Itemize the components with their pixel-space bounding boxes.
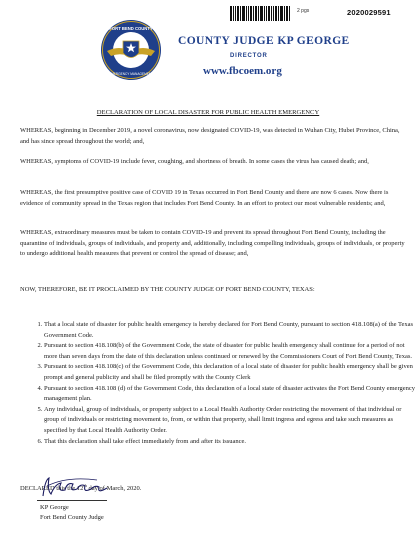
page-count: 2 pgs bbox=[297, 8, 310, 14]
signer-name: KP George bbox=[40, 504, 69, 511]
declaration-items-list bbox=[32, 320, 416, 447]
barcode-image bbox=[230, 6, 290, 21]
signature-line bbox=[37, 500, 107, 501]
list-item: 5. Any individual, group of individuals, or property subject to a Local Health Authority Order restricting the movement of that individual or group of individuals or restricting movement to, from, or within that property, shall limit ingress and egress and take such measures as specified by that Local Health Authority Order. bbox=[44, 405, 416, 437]
svg-text:FORT BEND COUNTY: FORT BEND COUNTY bbox=[109, 26, 153, 31]
signature-image bbox=[37, 474, 117, 500]
signer-block bbox=[40, 503, 104, 522]
header-website-link[interactable]: www.fbcoem.org bbox=[203, 65, 282, 77]
list-item: 3. Pursuant to section 418.108(c) of the Government Code, this declaration of a local state of disaster for public health emergency shall be given prompt and general publicity and shall be filed promptly with the County Clerk bbox=[44, 362, 416, 383]
header-title: COUNTY JUDGE KP GEORGE bbox=[178, 35, 350, 47]
list-item: 4. Pursuant to section 418.108 (d) of the Government Code, this declaration of a local state of disaster activates the Fort Bend County emergency management plan. bbox=[44, 384, 416, 405]
header-subtitle: DIRECTOR bbox=[230, 53, 268, 59]
declared-date: DECLARED this the 12th day of March, 2020. bbox=[20, 483, 142, 493]
proclamation-heading: NOW, THEREFORE, BE IT PROCLAIMED BY THE COUNTY JUDGE OF FORT BEND COUNTY, TEXAS: bbox=[20, 286, 315, 293]
list-item: 2. Pursuant to section 418.108(b) of the Government Code, the state of disaster for public health emergency shall continue for a period of not more than seven days from the date of this declaration unless continued or renewed by the Commissioners Court of Fort Bend County, Texas. bbox=[44, 341, 416, 362]
document-number: 2020029591 bbox=[347, 8, 391, 17]
whereas-paragraph-2: WHEREAS, symptoms of COVID-19 include fever, coughing, and shortness of breath. In some cases the virus has caused death; and, bbox=[20, 158, 369, 165]
whereas-paragraph-4: WHEREAS, extraordinary measures must be taken to contain COVID-19 and prevent its spread throughout Fort Bend County, including the quarantine of individuals, groups of individuals, and property and, additionally, including compelling individuals, groups of individuals, or property to undergo additional health measures that prevent or control the spread of disease; and, bbox=[20, 229, 405, 258]
list-item: 1. That a local state of disaster for public health emergency is hereby declared for Fort Bend County, pursuant to section 418.108(a) of the Texas Government Code. bbox=[44, 320, 416, 341]
county-seal-logo bbox=[99, 18, 163, 82]
whereas-paragraph-3: WHEREAS, the first presumptive positive case of COVID 19 in Texas occurred in Fort Bend County and there are now 6 cases. Now there is evidence of community spread in the Texas region that includes Fort Bend County. In an effort to protect our most vulnerable residents; and, bbox=[20, 189, 389, 207]
signer-title: Fort Bend County Judge bbox=[40, 513, 104, 521]
svg-text:EMERGENCY MANAGEMENT: EMERGENCY MANAGEMENT bbox=[108, 72, 154, 76]
whereas-paragraph-1: WHEREAS, beginning in December 2019, a novel coronavirus, now designated COVID-19, was detected in Wuhan City, Hubei Province, China, and has since spread throughout the world; and, bbox=[20, 127, 400, 145]
list-item: 6. That this declaration shall take effect immediately from and after its issuance. bbox=[44, 437, 416, 448]
document-title: DECLARATION OF LOCAL DISASTER FOR PUBLIC HEALTH EMERGENCY bbox=[96, 109, 320, 116]
